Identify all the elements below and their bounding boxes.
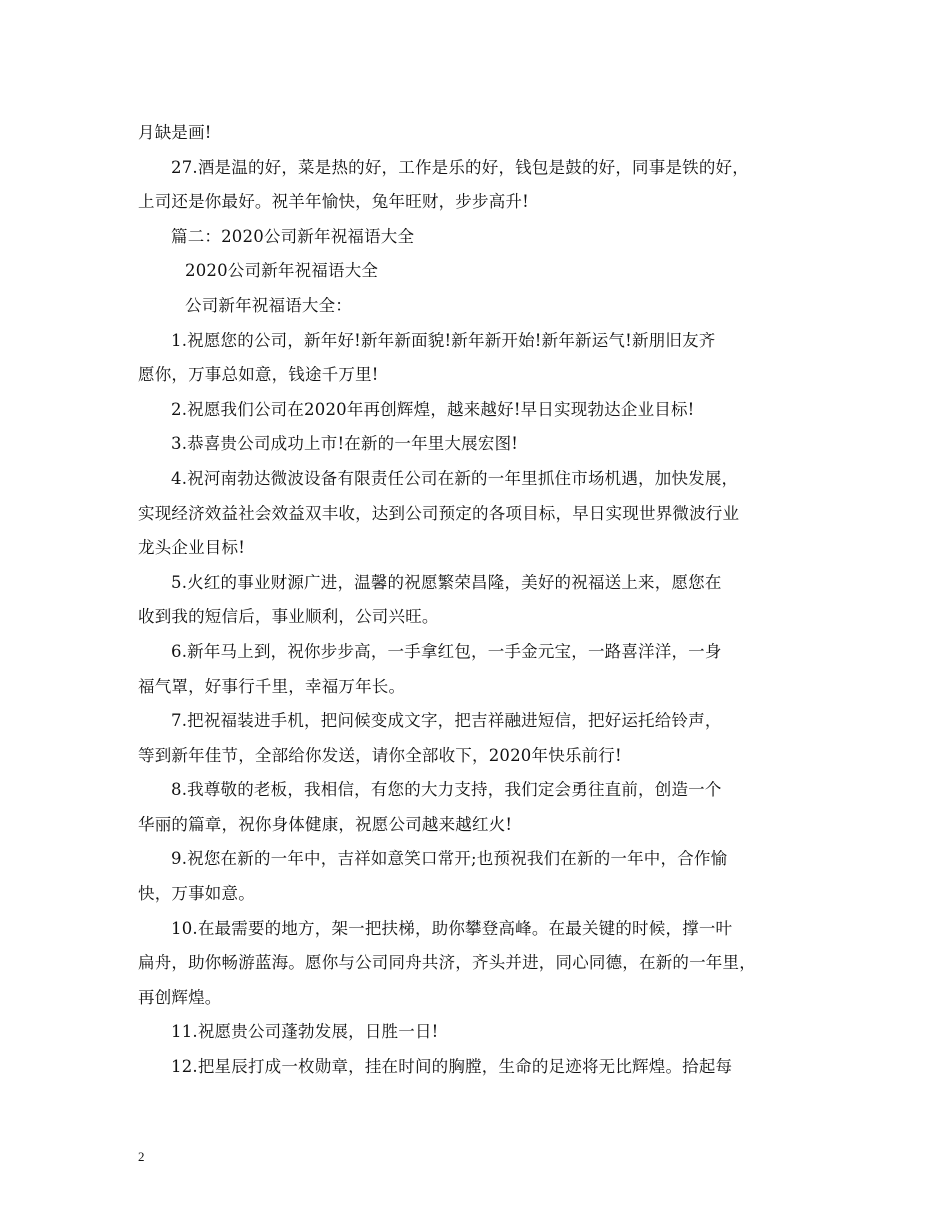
list-item: 12.把星辰打成一枚勋章，挂在时间的胸膛，生命的足迹将无比辉煌。拾起每 [171, 1057, 733, 1077]
text-line: 再创辉煌。 [138, 987, 222, 1007]
list-item: 10.在最需要的地方，架一把扶梯，助你攀登高峰。在最关键的时候，撑一叶 [171, 918, 733, 938]
list-item: 5.火红的事业财源广进，温馨的祝愿繁荣昌隆，美好的祝福送上来，愿您在 [171, 572, 722, 592]
list-item: 11.祝愿贵公司蓬勃发展，日胜一日! [171, 1022, 439, 1042]
list-item: 9.祝您在新的一年中，吉祥如意笑口常开;也预祝我们在新的一年中，合作愉 [171, 849, 728, 869]
document-body [138, 116, 828, 1085]
text-line: 等到新年佳节，全部给你发送，请你全部收下，2020年快乐前行! [138, 745, 622, 765]
list-item: 1.祝愿您的公司，新年好!新年新面貌!新年新开始!新年新运气!新朋旧友齐 [171, 330, 716, 350]
text-line: 实现经济效益社会效益双丰收，达到公司预定的各项目标，早日实现世界微波行业 [138, 503, 740, 523]
page-number: 2 [138, 1149, 145, 1164]
text-line: 福气罩，好事行千里，幸福万年长。 [138, 676, 406, 696]
text-line: 27.酒是温的好，菜是热的好，工作是乐的好，钱包是鼓的好，同事是铁的好， [171, 157, 749, 177]
text-line: 愿你，万事总如意，钱途千万里! [138, 365, 379, 385]
document-title: 2020公司新年祝福语大全 [185, 261, 379, 281]
list-item: 8.我尊敬的老板，我相信，有您的大力支持，我们定会勇往直前，创造一个 [171, 780, 722, 800]
text-line: 上司还是你最好。祝羊年愉快，兔年旺财，步步高升! [138, 192, 529, 212]
list-item: 7.把祝福装进手机，把问候变成文字，把吉祥融进短信，把好运托给铃声， [171, 711, 722, 731]
text-line: 扁舟，助你畅游蓝海。愿你与公司同舟共济，齐头并进，同心同德，在新的一年里， [138, 953, 756, 973]
text-line: 收到我的短信后，事业顺利，公司兴旺。 [138, 607, 439, 627]
list-item: 3.恭喜贵公司成功上市!在新的一年里大展宏图! [171, 434, 519, 454]
list-item: 2.祝愿我们公司在2020年再创辉煌，越来越好!早日实现勃达企业目标! [171, 399, 695, 419]
document-subtitle: 公司新年祝福语大全： [185, 295, 352, 315]
list-item: 6.新年马上到，祝你步步高，一手拿红包，一手金元宝，一路喜洋洋，一身 [171, 641, 722, 661]
text-line: 月缺是画! [138, 123, 212, 142]
list-item: 4.祝河南勃达微波设备有限责任公司在新的一年里抓住市场机遇，加快发展， [171, 468, 739, 488]
text-line: 龙头企业目标! [138, 538, 246, 558]
text-line: 华丽的篇章，祝你身体健康，祝愿公司越来越红火! [138, 814, 513, 834]
text-line: 快，万事如意。 [138, 884, 255, 904]
section-heading: 篇二：2020公司新年祝福语大全 [171, 226, 415, 246]
